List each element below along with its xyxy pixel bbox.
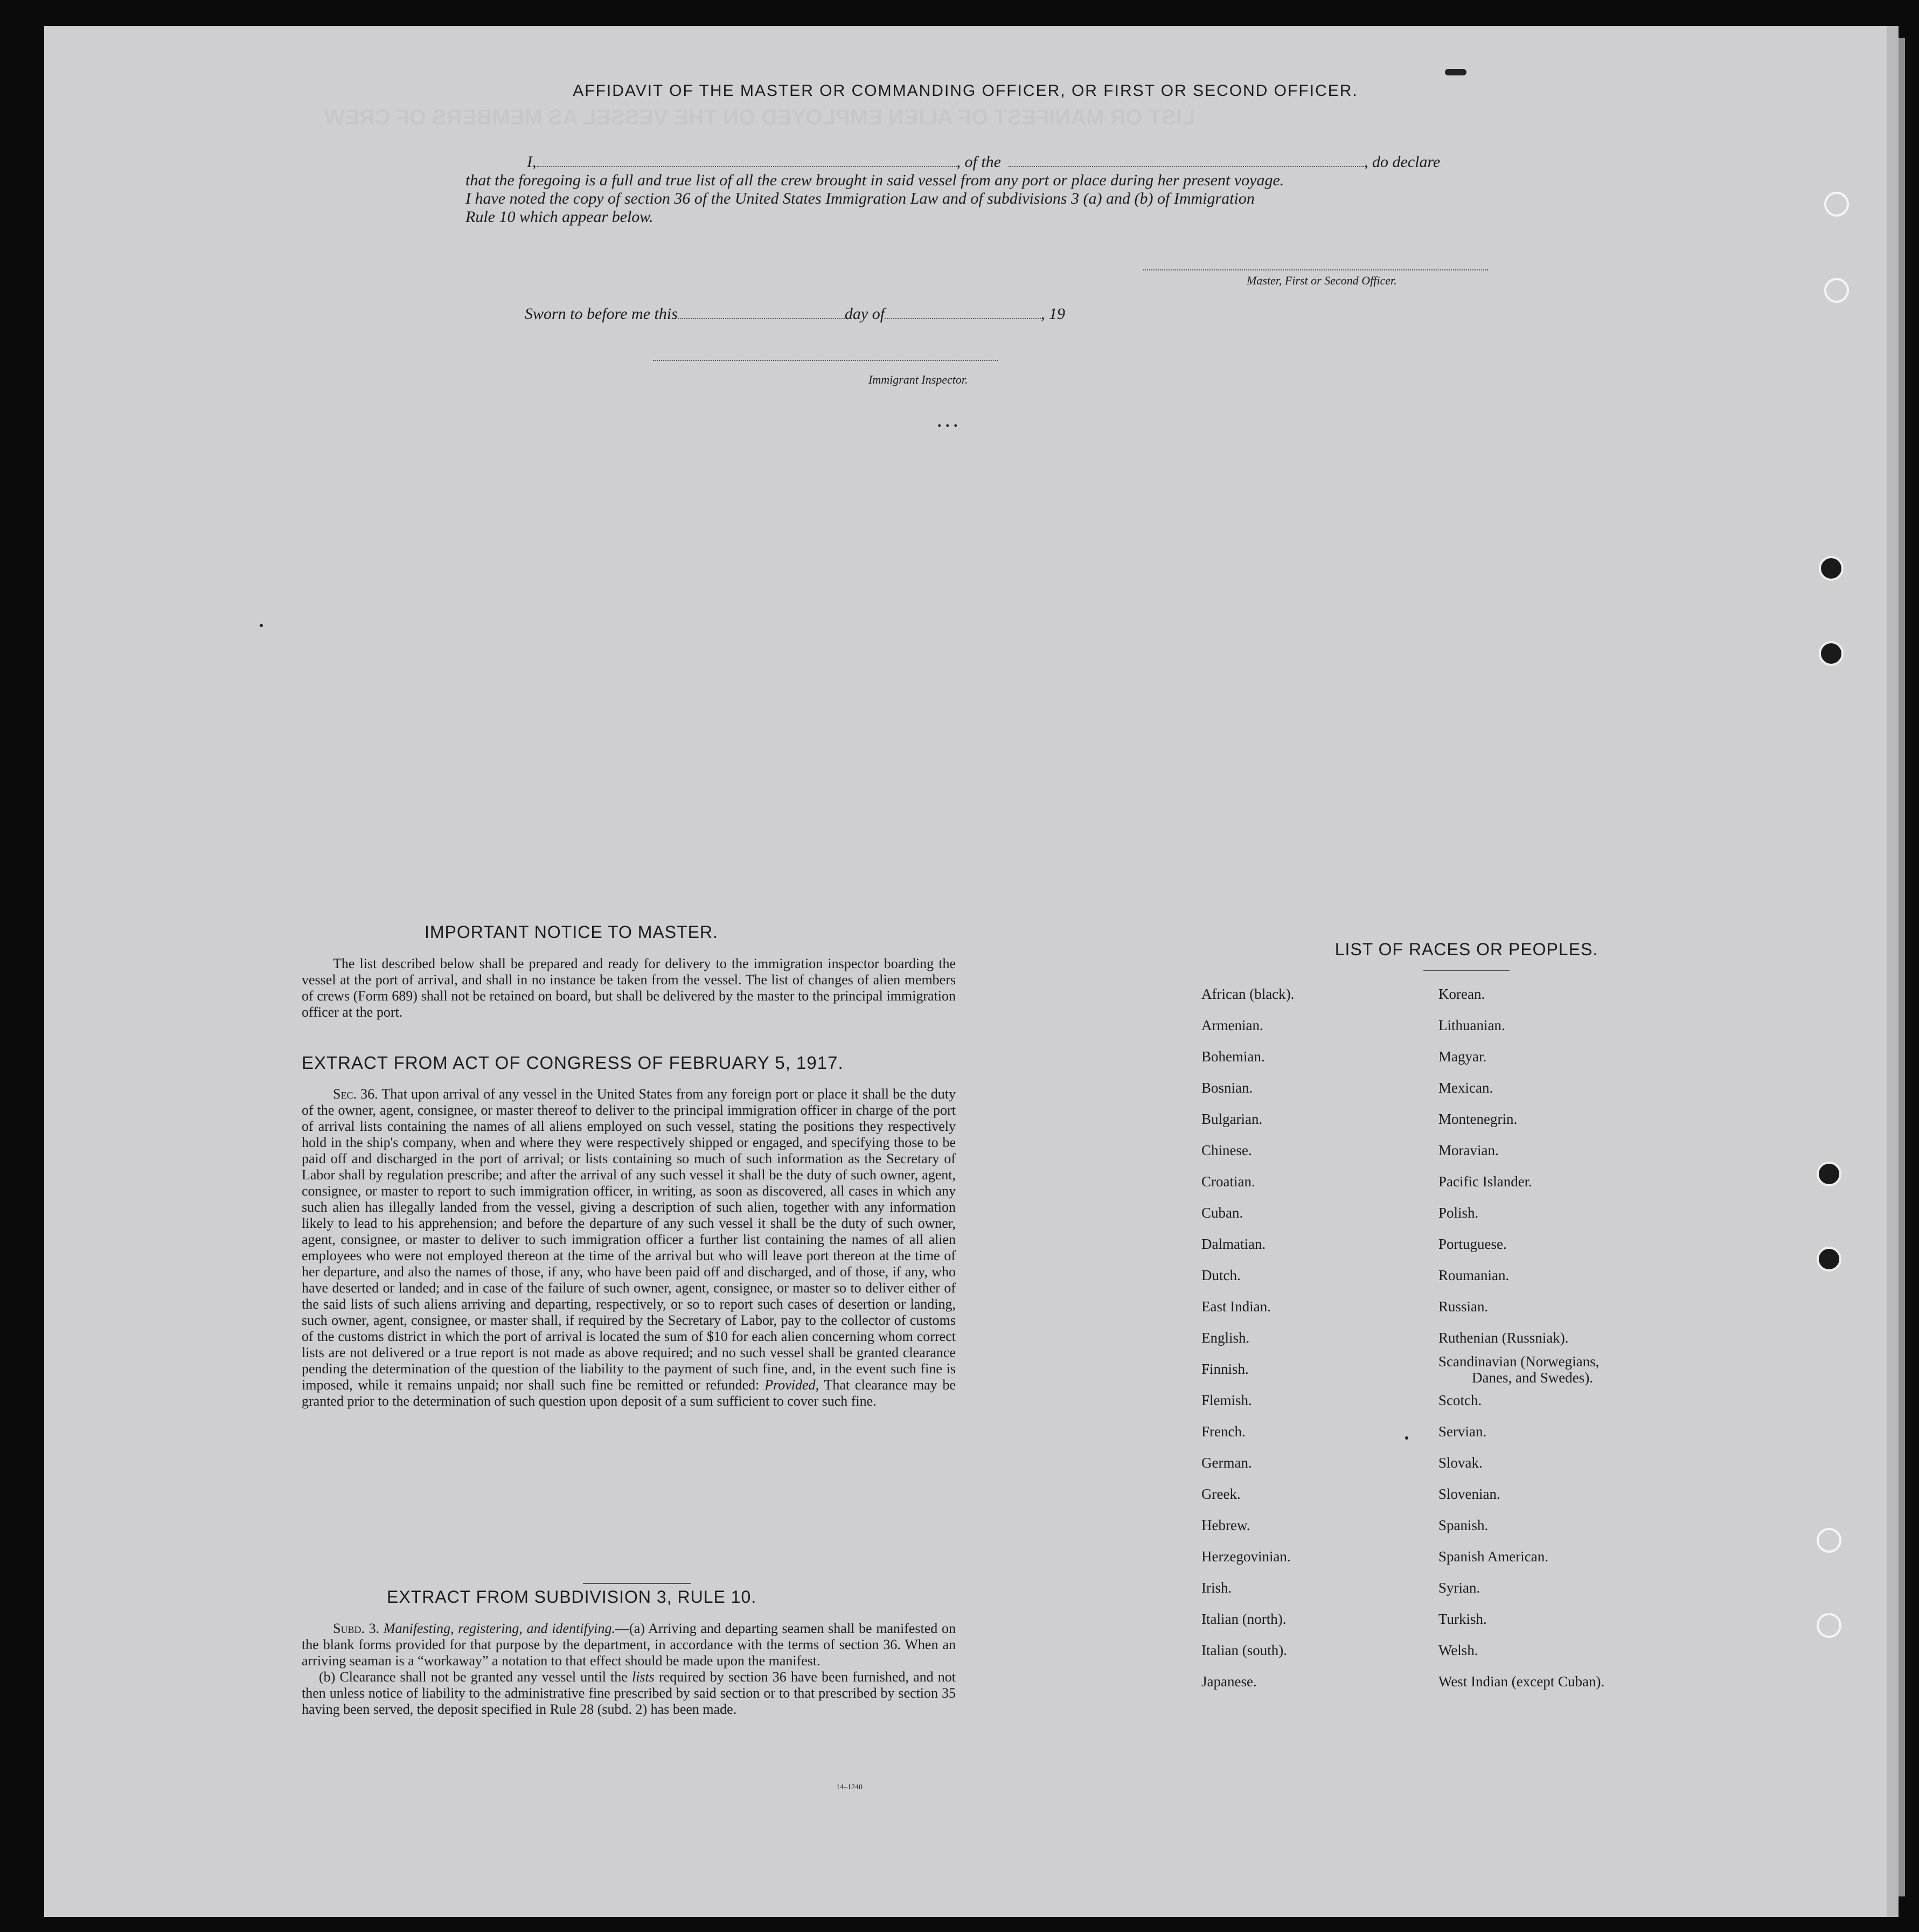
act-title: EXTRACT FROM ACT OF CONGRESS OF FEBRUARY 5, 1917.	[302, 1053, 844, 1073]
sworn-text: Sworn to before me this	[525, 305, 678, 323]
sworn-month-blank[interactable]	[885, 318, 1041, 319]
race-left-7: Croatian.	[1201, 1173, 1255, 1190]
binder-hole	[1824, 278, 1849, 303]
race-right-14: Scotch.	[1438, 1392, 1482, 1408]
affidavit-ellipsis: . . .	[937, 413, 958, 430]
affidavit-line-2: that the foregoing is a full and true list of all the crew brought in said vessel from any port or place during her present voyage.	[465, 171, 1284, 189]
speck-mark	[1445, 69, 1466, 75]
race-right-17: Slovenian.	[1438, 1486, 1500, 1502]
page-edge	[1887, 26, 1899, 1917]
name-blank[interactable]	[537, 166, 957, 167]
race-right-21: Turkish.	[1438, 1611, 1487, 1627]
binder-hole	[1819, 641, 1844, 666]
race-right-1: Korean.	[1438, 986, 1485, 1002]
race-left-13: Finnish.	[1201, 1361, 1249, 1377]
race-left-20: Irish.	[1201, 1580, 1232, 1596]
race-right-9: Portuguese.	[1438, 1236, 1507, 1252]
inspector-signature-line[interactable]	[653, 360, 998, 361]
master-signature-line[interactable]	[1143, 269, 1488, 270]
race-left-1: African (black).	[1201, 986, 1295, 1002]
race-right-2: Lithuanian.	[1438, 1017, 1505, 1033]
notice-title: IMPORTANT NOTICE TO MASTER.	[425, 922, 718, 942]
affidavit-line-1	[527, 153, 1440, 171]
affidavit-do-declare: , do declare	[1364, 153, 1441, 171]
binder-hole	[1817, 1162, 1841, 1186]
race-left-10: Dutch.	[1201, 1267, 1241, 1283]
race-right-12: Ruthenian (Russniak).	[1438, 1330, 1569, 1346]
notice-text	[302, 956, 956, 1020]
race-left-21: Italian (north).	[1201, 1611, 1287, 1627]
race-left-15: French.	[1201, 1423, 1246, 1440]
race-right-7: Pacific Islander.	[1438, 1173, 1532, 1190]
races-title: LIST OF RACES OR PEOPLES.	[1334, 940, 1598, 959]
race-right-3: Magyar.	[1438, 1048, 1487, 1065]
sworn-year: , 19	[1041, 305, 1066, 323]
speck-mark	[260, 624, 263, 627]
affidavit-of-the: , of the	[956, 153, 1001, 171]
para-b-text-1: Clearance shall not be granted any vessel until the	[339, 1669, 628, 1685]
document-page	[44, 26, 1887, 1917]
sworn-day-blank[interactable]	[678, 318, 845, 319]
race-left-23: Japanese.	[1201, 1673, 1257, 1690]
sworn-line	[525, 305, 1065, 323]
affidavit-i: I,	[527, 153, 537, 171]
race-left-12: English.	[1201, 1330, 1250, 1346]
race-right-23: West Indian (except Cuban).	[1438, 1673, 1605, 1690]
act-text	[302, 1086, 956, 1409]
race-right-19: Spanish American.	[1438, 1548, 1548, 1565]
race-left-14: Flemish.	[1201, 1392, 1252, 1408]
race-left-16: German.	[1201, 1455, 1252, 1471]
act-body-end: That clearance may be granted prior to the determination of such question upon deposit of a sum sufficient to cover such fine.	[302, 1377, 956, 1409]
form-number: 14–1240	[836, 1783, 863, 1791]
divider-act	[583, 1583, 691, 1584]
rule10-title: EXTRACT FROM SUBDIVISION 3, RULE 10.	[387, 1587, 757, 1607]
race-right-20: Syrian.	[1438, 1580, 1480, 1596]
race-right-4: Mexican.	[1438, 1080, 1493, 1096]
race-left-4: Bosnian.	[1201, 1080, 1253, 1096]
race-left-18: Hebrew.	[1201, 1517, 1250, 1533]
subd-heading: Manifesting, registering, and identifying.	[383, 1621, 616, 1636]
para-a-marker: —(a)	[615, 1621, 645, 1636]
race-left-3: Bohemian.	[1201, 1048, 1265, 1065]
master-signature-label: Master, First or Second Officer.	[1247, 274, 1397, 287]
race-left-9: Dalmatian.	[1201, 1236, 1266, 1252]
race-right-16: Slovak.	[1438, 1455, 1483, 1471]
race-left-6: Chinese.	[1201, 1142, 1252, 1158]
affidavit-line-4: Rule 10 which appear below.	[465, 208, 653, 226]
sworn-day-of: day of	[844, 305, 885, 323]
page-edge-shadow	[1899, 38, 1905, 1896]
race-right-10: Roumanian.	[1438, 1267, 1510, 1283]
binder-hole	[1817, 1528, 1841, 1553]
bleed-through-heading: LIST OR MANIFEST OF ALIEN EMPLOYED ON THE VESSEL AS MEMBERS OF CREW	[324, 106, 1195, 129]
race-left-11: East Indian.	[1201, 1298, 1271, 1315]
binder-hole	[1817, 1613, 1841, 1638]
race-right-8: Polish.	[1438, 1205, 1479, 1221]
act-paragraph	[302, 1086, 956, 1409]
race-left-8: Cuban.	[1201, 1205, 1243, 1221]
binder-hole	[1817, 1247, 1841, 1271]
race-right-18: Spanish.	[1438, 1517, 1489, 1533]
race-left-19: Herzegovinian.	[1201, 1548, 1291, 1565]
race-right-13: Scandinavian (Norwegians,	[1438, 1353, 1600, 1370]
affidavit-line-3: I have noted the copy of section 36 of the United States Immigration Law and of subdivisions 3 (a) and (b) of Immigration	[465, 190, 1255, 207]
rule10-paragraph-a	[302, 1621, 956, 1669]
race-right-5: Montenegrin.	[1438, 1111, 1518, 1127]
inspector-signature-label: Immigrant Inspector.	[868, 373, 968, 386]
rule10-paragraph-b	[302, 1669, 956, 1718]
affidavit-title: AFFIDAVIT OF THE MASTER OR COMMANDING OFFICER, OR FIRST OR SECOND OFFICER.	[573, 82, 1358, 100]
notice-paragraph: The list described below shall be prepared and ready for delivery to the immigration inspector boarding the vessel at the port of arrival, and shall in no instance be taken from the vessel. The list of changes of alien members of crews (Form 689) shall not be retained on board, but shall be delivered by the master to the principal immigration officer at the port.	[302, 956, 956, 1020]
para-a-text: Arriving and departing seamen shall be manifested on the blank forms provided for that purpose by the department, in accordance with the terms of section 36. When an arriving seaman is a “workaway” a notation to that effect should be made upon the manifest.	[302, 1621, 956, 1669]
subd-label: Subd. 3.	[333, 1621, 380, 1636]
para-b-lists: lists	[631, 1669, 655, 1685]
race-left-2: Armenian.	[1201, 1017, 1263, 1033]
race-left-5: Bulgarian.	[1201, 1111, 1263, 1127]
race-left-22: Italian (south).	[1201, 1642, 1287, 1658]
rule10-text	[302, 1621, 956, 1718]
race-right-13b: Danes, and Swedes).	[1472, 1370, 1593, 1386]
proviso-word: Provided,	[764, 1377, 819, 1393]
section-label: Sec. 36.	[333, 1086, 378, 1102]
divider-races	[1423, 970, 1510, 971]
race-left-17: Greek.	[1201, 1486, 1241, 1502]
race-right-22: Welsh.	[1438, 1642, 1478, 1658]
binder-hole	[1824, 192, 1849, 217]
binder-hole	[1819, 556, 1844, 581]
para-b-text-2: required by section 36 have been furnished, and not then unless notice of liability to the administrative fine prescribed by said section or to that prescribed by section 35 having been served, the deposit specified in Rule 28 (subd. 2) has been made.	[302, 1669, 956, 1717]
act-body: That upon arrival of any vessel in the United States from any foreign port or place it shall be the duty of the owner, agent, consignee, or master thereof to deliver to the principal immigration officer in charge of the port of arrival lists containing the names of all aliens employed on such vessel, stating the positions they respectively hold in the ship's company, when and where they were respectively shipped or engaged, and specifying those to be paid off and discharged in the port of arrival; or lists containing so much of such information as the Secretary of Labor shall by regulation prescribe; and after the arrival of any such vessel it shall be the duty of such owner, agent, consignee, or master to report to such immigration officer, in writing, as soon as discovered, all cases in which any such alien has illegally landed from the vessel, giving a description of such alien, together with any information likely to lead to his apprehension; and before the departure of any such vessel it shall be the duty of such owner, agent, consignee, or master to deliver to such immigration officer a further list containing the names of all alien employees who were not employed thereon at the time of the arrival but who will leave port thereon at the time of her departure, and also the names of those, if any, who have been paid off and discharged, and of those, if any, who have deserted or landed; and in case of the failure of such owner, agent, consignee, or master so to deliver either of the said lists of such aliens arriving and departing, respectively, or so to report such cases of desertion or landing, such owner, agent, consignee, or master shall, if required by the Secretary of Labor, pay to the collector of customs of the customs district in which the port of arrival is located the sum of $10 for each alien concerning whom correct lists are not delivered or a true report is not made as above required; and no such vessel shall be granted clearance pending the determination of the question of the liability to the payment of such fine, and, in the event such fine is imposed, while it remains unpaid; nor shall such fine be remitted or refunded:	[302, 1086, 956, 1393]
race-right-11: Russian.	[1438, 1298, 1489, 1315]
speck-mark	[1405, 1436, 1408, 1440]
race-right-6: Moravian.	[1438, 1142, 1499, 1158]
port-blank[interactable]	[1009, 166, 1364, 167]
race-right-15: Servian.	[1438, 1423, 1487, 1440]
para-b-marker: (b)	[319, 1669, 336, 1685]
